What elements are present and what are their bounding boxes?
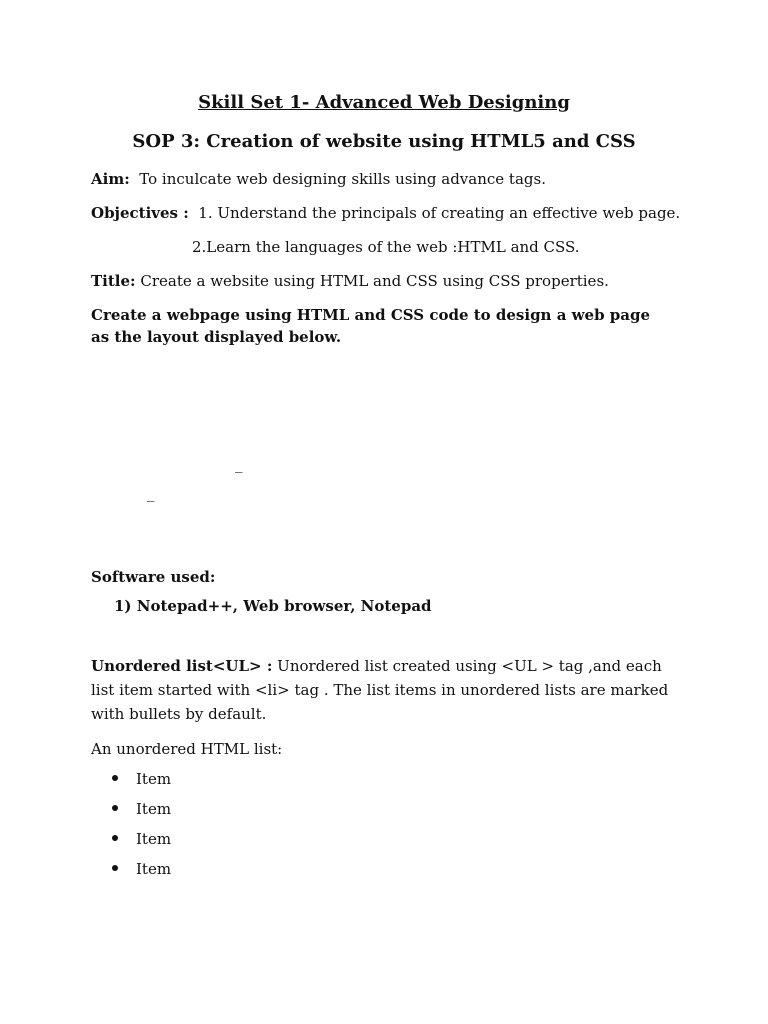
dash-mark: _	[147, 484, 155, 502]
title-text: Create a website using HTML and CSS using CSS properties.	[140, 272, 609, 290]
objectives-label: Objectives :	[91, 204, 189, 222]
page-subtitle: SOP 3: Creation of website using HTML5 and CSS	[132, 131, 636, 152]
objective-item-2: 2.Learn the languages of the web :HTML and CSS.	[192, 238, 580, 256]
page-title: Skill Set 1- Advanced Web Designing	[198, 92, 570, 113]
bullet-icon	[112, 805, 118, 811]
list-item	[112, 859, 172, 879]
list-item	[112, 829, 172, 849]
bullet-icon	[112, 775, 118, 781]
dash-mark: _	[235, 455, 243, 473]
software-label: Software used:	[91, 568, 216, 586]
list-item-text: Item	[136, 830, 172, 848]
objective-item-1: 1. Understand the principals of creating an effective web page.	[198, 204, 681, 222]
bullet-icon	[112, 865, 118, 871]
aim-text: To inculcate web designing skills using advance tags.	[139, 170, 546, 188]
example-intro: An unordered HTML list:	[91, 740, 283, 758]
unordered-label: Unordered list<UL> :	[91, 657, 273, 675]
title-line	[91, 271, 609, 291]
instruction-paragraph: Create a webpage using HTML and CSS code to design a web page as the layout displayed below.	[91, 306, 651, 346]
software-item: 1) Notepad++, Web browser, Notepad	[114, 597, 432, 615]
unordered-text: Unordered list created using <UL > tag ,and each list item started with <li> tag . The list items in unordered lists are marked with bullets by default.	[91, 657, 669, 723]
list-item-text: Item	[136, 800, 172, 818]
list-item-text: Item	[136, 860, 172, 878]
aim-label: Aim:	[91, 170, 130, 188]
list-item	[112, 799, 172, 819]
aim-line	[91, 169, 546, 189]
objectives-line	[91, 203, 680, 223]
bullet-icon	[112, 835, 118, 841]
title-label: Title:	[91, 272, 136, 290]
unordered-paragraph	[91, 654, 671, 726]
list-item-text: Item	[136, 770, 172, 788]
list-item	[112, 769, 172, 789]
